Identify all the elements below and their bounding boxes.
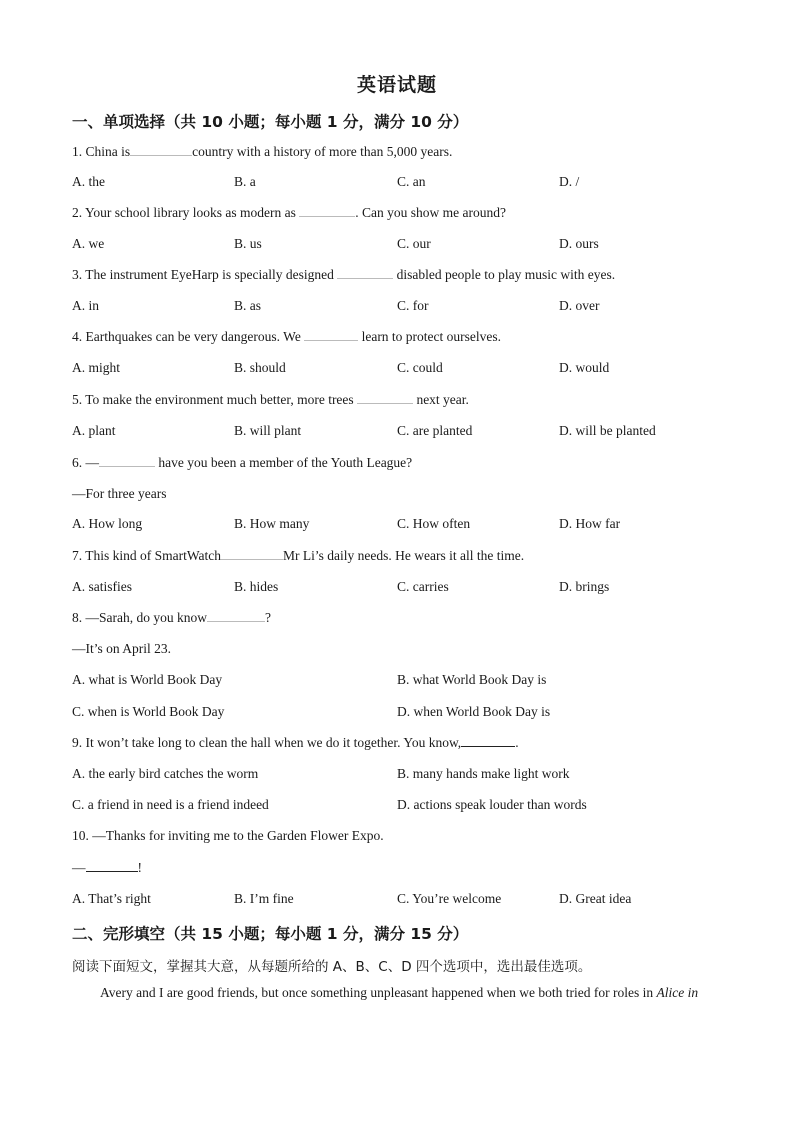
dialogue-reply [72, 860, 142, 876]
option-c: C. are planted [397, 423, 473, 438]
cloze-instruction: 阅读下面短文，掌握其大意，从每题所给的 A、B、C、D 四个选项中，选出最佳选项。 [72, 959, 592, 975]
question-text: 7. This kind of SmartWatch [72, 548, 222, 563]
option-b: B. many hands make light work [397, 766, 570, 781]
option-b: B. hides [234, 579, 279, 594]
option-a: A. might [72, 360, 121, 375]
option-a: A. what is World Book Day [72, 672, 223, 687]
option-c: C. How often [397, 516, 471, 531]
answer-blank [461, 736, 515, 747]
option-c: C. carries [397, 579, 449, 594]
option-c: C. for [397, 298, 429, 313]
option-a: A. That’s right [72, 891, 151, 906]
option-c: C. You’re welcome [397, 891, 502, 906]
option-a: A. the [72, 174, 105, 189]
answer-blank [130, 145, 192, 156]
question-text: 2. Your school library looks as modern as [72, 205, 296, 220]
question-text: ? [265, 610, 271, 625]
reply-dash: — [72, 860, 86, 875]
option-b: B. what World Book Day is [397, 672, 547, 687]
option-a: A. in [72, 298, 99, 313]
passage-text: Avery and I are good friends, but once something unpleasant happened when we both tried for roles in [100, 985, 654, 1000]
option-d: D. actions speak louder than words [397, 797, 587, 812]
answer-blank [207, 611, 265, 622]
dialogue-reply: —It’s on April 23. [72, 641, 172, 656]
question-9 [72, 735, 519, 751]
option-c: C. our [397, 236, 431, 251]
option-b: B. How many [234, 516, 310, 531]
question-text: disabled people to play music with eyes. [396, 267, 616, 282]
option-b: B. will plant [234, 423, 302, 438]
question-text: 9. It won’t take long to clean the hall when we do it together. You know, [72, 735, 462, 750]
question-4 [72, 329, 501, 345]
answer-blank [86, 861, 138, 872]
option-c: C. could [397, 360, 443, 375]
question-5 [72, 392, 469, 408]
question-text: 6. — [72, 455, 99, 470]
passage-title-italic: Alice in [656, 985, 699, 1000]
option-b: B. a [234, 174, 256, 189]
option-d: D. brings [559, 579, 610, 594]
question-text: . Can you show me around? [355, 205, 506, 220]
option-d: D. would [559, 360, 610, 375]
question-2 [72, 205, 506, 221]
option-c: C. a friend in need is a friend indeed [72, 797, 269, 812]
section-heading-multiple-choice: 一、单项选择（共 10 小题；每小题 1 分，满分 10 分） [72, 113, 469, 131]
question-3 [72, 267, 615, 283]
answer-blank [221, 549, 283, 560]
option-c: C. an [397, 174, 426, 189]
option-b: B. should [234, 360, 286, 375]
question-text: next year. [416, 392, 469, 407]
option-d: D. will be planted [559, 423, 656, 438]
option-a: A. How long [72, 516, 143, 531]
question-text: 4. Earthquakes can be very dangerous. We [72, 329, 301, 344]
question-text: 5. To make the environment much better, more trees [72, 392, 354, 407]
question-1 [72, 144, 452, 160]
option-a: A. satisfies [72, 579, 132, 594]
option-d: D. How far [559, 516, 621, 531]
option-d: D. ours [559, 236, 599, 251]
page-title: 英语试题 [356, 74, 437, 96]
section-heading-cloze: 二、完形填空（共 15 小题；每小题 1 分，满分 15 分） [72, 925, 469, 943]
option-d: D. over [559, 298, 600, 313]
reply-end: ! [137, 860, 142, 875]
answer-blank [337, 268, 393, 279]
question-text: have you been a member of the Youth League? [158, 455, 413, 470]
question-text: . [515, 735, 519, 750]
question-text: 3. The instrument EyeHarp is specially designed [72, 267, 334, 282]
question-text: learn to protect ourselves. [361, 329, 502, 344]
option-d: D. / [559, 174, 580, 189]
dialogue-reply: —For three years [72, 486, 167, 501]
answer-blank [99, 456, 155, 467]
option-a: A. plant [72, 423, 116, 438]
question-text: country with a history of more than 5,000 years. [192, 144, 453, 159]
question-text: 8. —Sarah, do you know [72, 610, 207, 625]
option-a: A. we [72, 236, 105, 251]
option-d: D. Great idea [559, 891, 632, 906]
question-10: 10. —Thanks for inviting me to the Garden Flower Expo. [72, 828, 384, 843]
answer-blank [304, 330, 358, 341]
question-text: Mr Li’s daily needs. He wears it all the time. [283, 548, 525, 563]
question-6 [72, 455, 412, 471]
answer-blank [357, 393, 413, 404]
answer-blank [299, 206, 355, 217]
option-b: B. as [234, 298, 261, 313]
question-7 [72, 548, 524, 564]
option-d: D. when World Book Day is [397, 704, 551, 719]
option-c: C. when is World Book Day [72, 704, 225, 719]
cloze-passage [100, 985, 698, 1001]
option-b: B. us [234, 236, 262, 251]
question-text: 1. China is [72, 144, 131, 159]
option-a: A. the early bird catches the worm [72, 766, 259, 781]
option-b: B. I’m fine [234, 891, 294, 906]
question-8 [72, 610, 271, 626]
